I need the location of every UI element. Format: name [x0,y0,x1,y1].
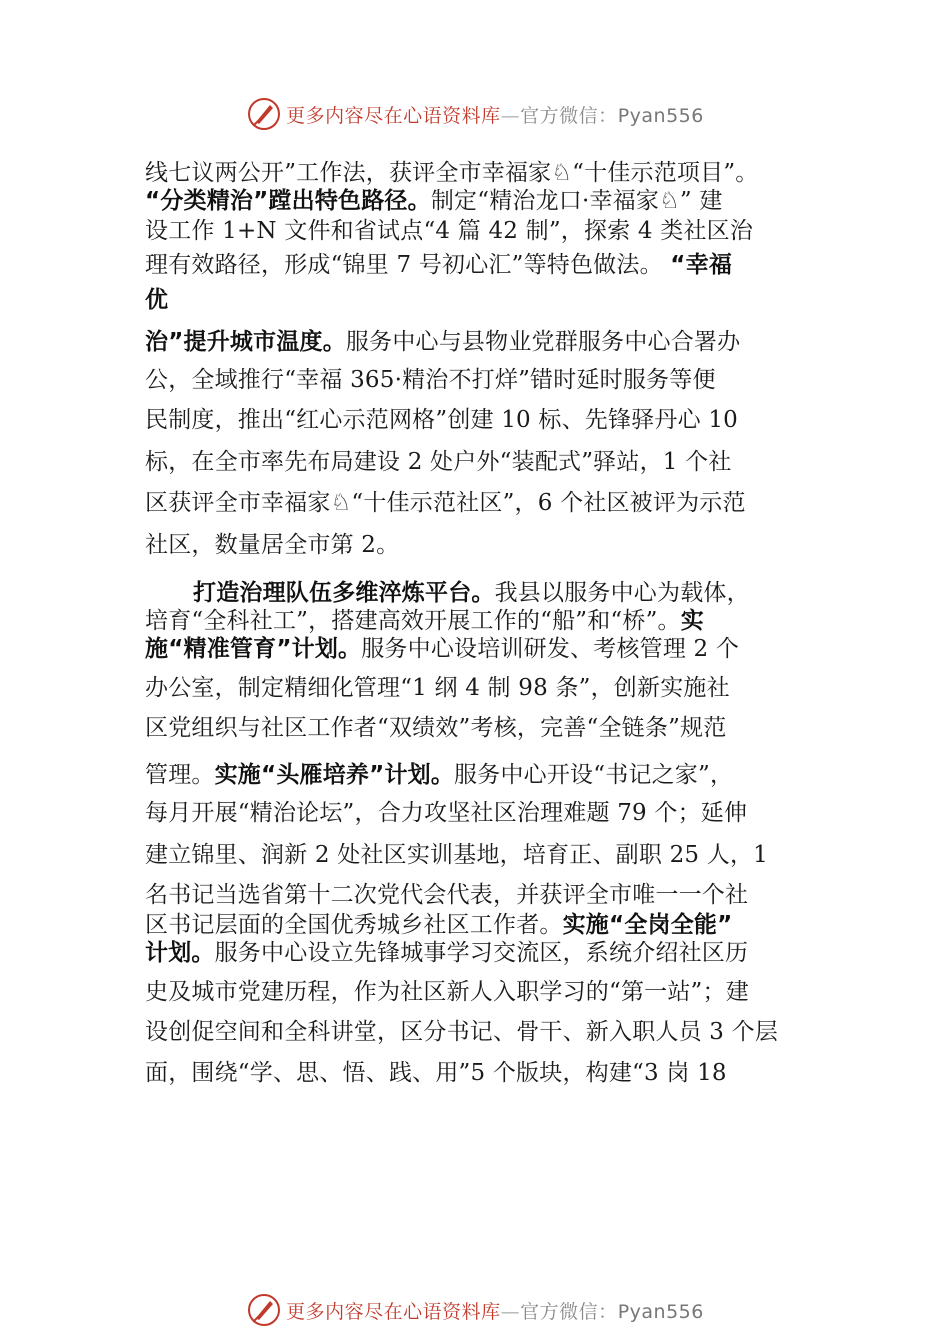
text-line [145,327,740,357]
bold-heading-text: 优 [145,287,169,313]
body-text: 制定“精治龙口·幸福家♘” 建 [430,188,723,214]
bold-heading-text: 打造治理队伍多维淬炼平台。 [193,580,495,606]
body-text: 服务中心设立先锋城事学习交流区，系统介绍社区历 [214,940,749,966]
text-line [145,530,399,560]
text-line [145,910,732,940]
body-text: 设工作 1+N 文件和省试点“4 篇 42 制”，探索 4 类社区治 [145,218,754,244]
text-line [145,1017,778,1047]
body-text: 区书记层面的全国优秀城乡社区工作者。 [145,912,563,938]
body-text: 区获评全市幸福家♘“十佳示范社区”，6 个社区被评为示范 [145,490,746,516]
text-line [145,840,768,870]
text-line [145,760,733,790]
text-line [145,158,759,188]
bold-heading-text: 实 [680,608,704,634]
watermark-banner-top [0,94,950,134]
body-text: 办公室，制定精细化管理“1 纲 4 制 98 条”，创新实施社 [145,675,730,701]
watermark-text: 更多内容尽在心语资料库—官方微信：Pyan556 [286,1300,704,1323]
text-line [193,578,750,608]
text-line [145,606,704,636]
body-text: 理有效路径，形成“锦里 7 号初心汇”等特色做法。 [145,252,671,278]
body-text: 标，在全市率先布局建设 2 处户外“装配式”驿站，1 个社 [145,449,732,475]
body-text: 建立锦里、润新 2 处社区实训基地，培育正、副职 25 人，1 [145,842,768,868]
body-text: 区党组织与社区工作者“双绩效”考核，完善“全链条”规范 [145,715,727,741]
body-text: 培育“全科社工”，搭建高效开展工作的“船”和“桥”。 [145,608,681,634]
text-line [145,938,748,968]
body-text: 社区，数量居全市第 2。 [145,532,400,558]
body-text: 我县以服务中心为载体， [494,580,750,606]
bold-heading-text: “分类精治”蹚出特色路径。 [145,188,431,214]
body-text: 服务中心开设“书记之家”， [454,762,734,788]
text-line [145,365,716,395]
text-line [145,250,732,280]
text-line [145,634,739,664]
text-line [145,186,723,216]
text-line [145,880,748,910]
body-text: 每月开展“精治论坛”，合力攻坚社区治理难题 79 个；延伸 [145,800,748,826]
text-line [145,488,746,518]
body-text: 服务中心与县物业党群服务中心合署办 [345,329,741,355]
feather-pen-icon [246,1292,282,1328]
text-line [145,285,168,315]
text-line [145,798,747,828]
bold-heading-text: 计划。 [145,940,215,966]
body-text: 面，围绕“学、思、悟、践、用”5 个版块，构建“3 岗 18 [145,1060,727,1086]
text-line [145,673,730,703]
body-text: 设创促空间和全科讲堂，区分书记、骨干、新入职人员 3 个层 [145,1019,779,1045]
text-line [145,405,738,435]
body-text: 民制度，推出“红心示范网格”创建 10 标、先锋驿丹心 10 [145,407,738,433]
text-line [145,216,753,246]
watermark-text: 更多内容尽在心语资料库—官方微信：Pyan556 [286,104,704,127]
body-text: 史及城市党建历程，作为社区新人入职学习的“第一站”；建 [145,979,749,1005]
body-text: 管理。 [145,762,215,788]
bold-heading-text: “幸福 [670,252,733,278]
bold-heading-text: 实施“全岗全能” [562,912,733,938]
watermark-banner-bottom [0,1290,950,1330]
text-line [145,447,732,477]
body-text: 服务中心设培训研发、考核管理 2 个 [361,636,740,662]
body-text: 线七议两公开”工作法，获评全市幸福家♘“十佳示范项目”。 [145,160,759,186]
body-text: 公，全域推行“幸福 365·精治不打烊”错时延时服务等便 [145,367,716,393]
body-text: 名书记当选省第十二次党代会代表，并获评全市唯一一个社 [145,882,749,908]
text-line [145,713,726,743]
text-line [145,977,749,1007]
bold-heading-text: 施“精准管育”计划。 [145,636,362,662]
text-line [145,1058,727,1088]
bold-heading-text: 实施“头雁培养”计划。 [214,762,455,788]
bold-heading-text: 治”提升城市温度。 [145,329,346,355]
feather-pen-icon [246,96,282,132]
